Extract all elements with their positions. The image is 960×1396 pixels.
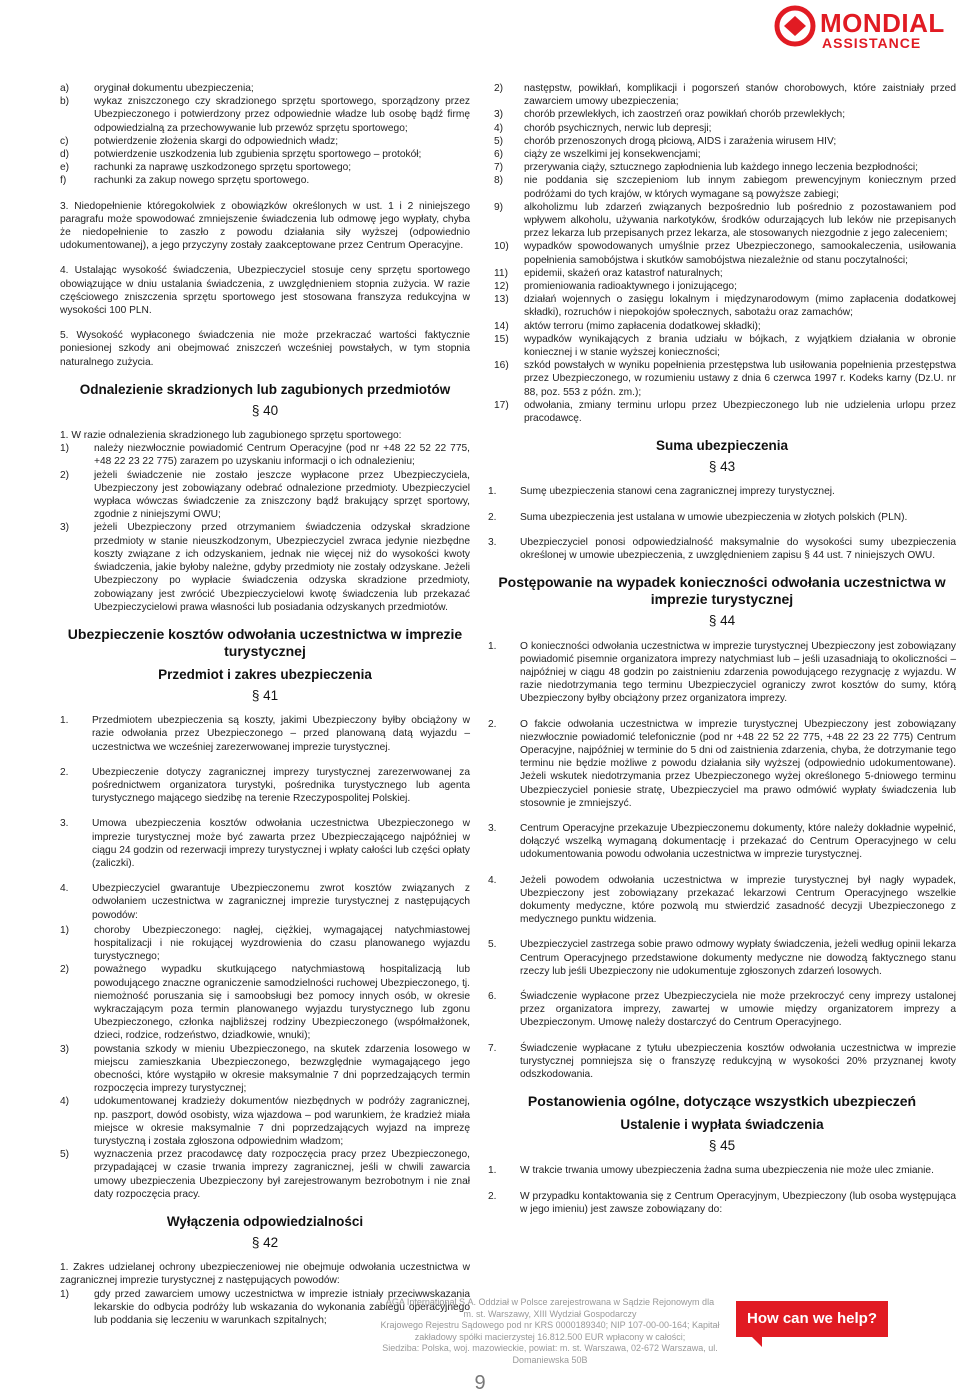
list-item-number: e) bbox=[60, 162, 70, 174]
list-item bbox=[488, 359, 956, 399]
list-item bbox=[488, 485, 956, 498]
list-item-number: a) bbox=[60, 83, 70, 94]
list-item-number: 6. bbox=[488, 990, 497, 1002]
list-44 bbox=[488, 640, 956, 1082]
list-item-text: Ubezpieczyciel gwarantuje Ubezpieczonemu zwrot kosztów związanych z odwołaniem uczestnictwa w zagranicznej imprezie turystycznej z następujących powodów: bbox=[92, 883, 470, 921]
list-item bbox=[60, 1148, 470, 1201]
list-item-text: wyznaczenia przez pracodawcę daty rozpoczęcia pracy przez Ubezpieczonego, przypadającej w czasie trwania imprezy zagranicznej, jeśli w chwili zawarcia umowy ubezpieczenia Ubezpieczony był zarejestrowanym bezrobotnym i nie znał daty rozpoczęcia pracy. bbox=[94, 1149, 470, 1200]
list-item-text: promieniowania radioaktywnego i jonizującego; bbox=[524, 281, 737, 293]
list-item bbox=[488, 280, 956, 293]
list-item-text: Jeżeli powodem odwołania uczestnictwa w imprezie turystycznej był nagły wypadek, Ubezpieczony jest zobowiązany przekazać lekarzowi Centrum Operacyjnego wszelkie dokumenty medyczne, które pozwolą mu stwierdzić zasadność decyzji Ubezpieczonego z medycznego punktu widzenia. bbox=[520, 874, 956, 926]
list-item-text: ciąży ze wszelkimi jej konsekwencjami; bbox=[524, 149, 701, 161]
list-item bbox=[60, 766, 470, 806]
list-item-number: c) bbox=[60, 135, 69, 147]
list-item-text: Ubezpieczyciel zastrzega sobie prawo odmowy wypłaty świadczenia, jeżeli według opinii lekarza Centrum Operacyjnego przedstawione dokumenty medyczne nie dowodzą faktycznego stanu rzeczy lub jeśli Ubezpieczony nie udokumentuje zgłoszonych zdarzeń losowych. bbox=[520, 939, 956, 977]
footer-line-2: Krajowego Rejestru Sądowego pod nr KRS 0000189340; NIP 107-00-00-164; Kapitał zakładowy spółki macierzystej 16.812.500 EUR wpłacony w całości; bbox=[380, 1320, 720, 1342]
list-item bbox=[488, 82, 956, 108]
list-item-text: Przedmiotem ubezpieczenia są koszty, jakimi Ubezpieczony byłby obciążony w razie odwołania przez Ubezpieczonego – przed planowaną datą wyjazdu – uczestnictwa we wcześniej zarezerwowanej imprezie turystycznej. bbox=[92, 715, 470, 753]
list-item-text: chorób psychicznych, nerwic lub depresji; bbox=[524, 122, 712, 134]
brand-sub: ASSISTANCE bbox=[822, 35, 922, 51]
list-item-text: jeżeli świadczenie nie zostało jeszcze wypłacone przez Ubezpieczyciela, Ubezpieczony jest zobowiązany odebrać odnalezione przedmioty. Ubezpieczyciel wypłaca wówczas świadczenie za zniszczony bądź brakujący sprzęt sportowy, zgodnie z niniejszymi OWU; bbox=[94, 469, 470, 521]
section-heading-postanowienia: Postanowienia ogólne, dotyczące wszystkich ubezpieczeń bbox=[527, 1093, 917, 1110]
list-item-text: Umowa ubezpieczenia kosztów odwołania uczestnictwa Ubezpieczonego w imprezie turystycznej może być zawarta przez Ubezpieczającego najpóźniej w ciągu 24 godzin od rezerwacji imprezy turystycznej i wpłaty całości lub części opłaty (zaliczki). bbox=[92, 818, 470, 869]
list-item-text: potwierdzenie uszkodzenia lub zgubienia sprzętu sportowego – protokół; bbox=[94, 149, 422, 161]
list-item bbox=[60, 1043, 470, 1096]
list-40 bbox=[60, 442, 470, 614]
paragraph-42-1: 1. Zakres udzielanej ochrony ubezpieczeniowej nie obejmuje odwołania uczestnictwa w zagranicznej imprezie turystycznej z następujących powodów: bbox=[60, 1262, 470, 1287]
list-item-number: 3) bbox=[60, 1043, 70, 1055]
list-43 bbox=[488, 485, 956, 562]
list-item-number: 1. bbox=[488, 486, 497, 498]
list-item-text: Centrum Operacyjne przekazuje Ubezpieczonemu dokumenty, które należy dokładnie wypełnić, dołączyć wszelką wymaganą dokumentację i przekazać do Centrum Operacyjnego w celu udokumentowania powodu odwołania uczestnictwa w imprezie turystycznej. bbox=[520, 822, 956, 861]
list-item bbox=[488, 511, 956, 524]
section-number-41: § 41 bbox=[251, 687, 279, 703]
list-item-text: przerywania ciąży, sztucznego zapłodnienia lub każdego innego leczenia bezpłodności; bbox=[524, 162, 918, 174]
help-badge: How can we help? bbox=[736, 1301, 888, 1337]
list-item bbox=[60, 442, 470, 468]
list-item-text: wykaz zniszczonego czy skradzionego sprzętu sportowego, sporządzony przez Ubezpieczonego i potwierdzony przez odpowiednie władze lub osobę bądź firmę odpowiedzialną za przechowywanie lub przewóz sprzętu sportowego; bbox=[94, 96, 470, 134]
list-item-text: jeżeli Ubezpieczony przed otrzymaniem świadczenia odzyskał skradzione przedmioty w stanie nieuszkodzonym, Ubezpieczyciel zwraca jedynie niezbędne koszty związane z ich odzyskaniem, jednak nie więcej niż do wysokości kwoty świadczenia, jakie byłoby należne, gdyby przedmioty nie zostały odzyskane. Jeżeli Ubezpieczony po wypłacie świadczenia odzyska skradzione przedmioty, zobowiązany jest zwrócić Ubezpieczycielowi kwotę świadczenia lub przekazać Ubezpieczycielowi prawa własności lub posiadania odzyskanych przedmiotów. bbox=[94, 522, 470, 613]
footer-line-3: Siedziba: Polska, woj. mazowieckie, powiat: m. st. Warszawa, 02-672 Warszawa, ul. Domaniewska 50B bbox=[382, 1343, 718, 1365]
list-item-text: szkód powstałych w wyniku popełnienia przestępstwa lub usiłowania popełnienia przestępstwa przez Ubezpieczonego, w rozumieniu ustawy z dnia 6 czerwca 1997 r. Kodeks karny (Dz.U. nr 88, poz. 553 z późn. zm.); bbox=[524, 360, 956, 398]
list-item-text: chorób przenoszonych drogą płciową, AIDS i zarażenia wirusem HIV; bbox=[524, 135, 837, 147]
list-item-text: Świadczenie wypłacane z tytułu ubezpieczenia kosztów odwołania uczestnictwa w imprezie turystycznej pomniejsza się o franszyzę redukcyjną w wysokości 20% przyznanej kwoty odszkodowania. bbox=[520, 1042, 956, 1080]
list-item bbox=[60, 714, 470, 754]
section-heading-40: Odnalezienie skradzionych lub zagubionych przedmiotów bbox=[79, 381, 451, 397]
list-41-4 bbox=[60, 924, 470, 1201]
list-item-text: udokumentowanej kradzieży dokumentów niezbędnych w podróży zagranicznej, np. paszport, dowód osobisty, wiza wjazdowa – pod warunkiem, że kradzież miała miejsce w okresie maksymalnie 7 dni poprzedzających wyjazd na imprezę turystyczną i została zgłoszona odpowiednim władzom; bbox=[94, 1096, 470, 1147]
footer-line-1: AGA International S.A. Oddział w Polsce zarejestrowana w Sądzie Rejonowym dla m. st. Warszawy, XIII Wydział Gospodarczy bbox=[385, 1297, 715, 1319]
list-item-text: alkoholizmu lub zdarzeń związanych bezpośrednio lub pośrednio z pozostawaniem pod wpływem alkoholu, używania narkotyków, środków odurzających lub leków nie przepisanych przez lekarza lub przepisanych przez lekarza, ale stosowanych niezgodnie z jego zaleceniem; bbox=[524, 201, 956, 240]
list-item-number: 2) bbox=[60, 469, 70, 481]
list-item bbox=[488, 536, 956, 562]
list-item bbox=[60, 924, 470, 964]
list-item bbox=[60, 469, 470, 522]
list-item-number: d) bbox=[60, 149, 70, 161]
list-item bbox=[488, 640, 956, 706]
list-item-number: 8) bbox=[494, 175, 504, 187]
list-item bbox=[488, 718, 956, 810]
list-item-number: 7. bbox=[488, 1042, 497, 1054]
list-item bbox=[60, 1095, 470, 1148]
list-item bbox=[488, 938, 956, 978]
list-item-number: 12) bbox=[494, 281, 509, 293]
list-item bbox=[488, 267, 956, 280]
list-item-number: 5) bbox=[494, 135, 504, 147]
footer-legal bbox=[380, 1297, 720, 1366]
list-item-number: 4. bbox=[488, 874, 497, 886]
list-item bbox=[488, 135, 956, 148]
list-item-number: 1) bbox=[60, 924, 70, 936]
list-item bbox=[60, 148, 470, 161]
list-item-number: 15) bbox=[494, 333, 509, 345]
paragraph-5: 5. Wysokość wypłaconego świadczenia nie może przekraczać wartości faktycznie poniesionej szkody ani obejmować zniszczeń wcześniej powstałych, w tym stopnia naturalnego zużycia. bbox=[60, 330, 470, 368]
list-item-number: 2) bbox=[60, 964, 70, 976]
list-item bbox=[488, 122, 956, 135]
list-item bbox=[488, 161, 956, 174]
section-number-42: § 42 bbox=[251, 1235, 279, 1251]
list-item-text: Świadczenie wypłacone przez Ubezpieczyciela nie może przekroczyć ceny imprezy ustalonej przez organizatora imprezy, zawartej w umowie między organizatorem imprezy a Ubezpieczonym. Umowę należy dostarczyć do Centrum Operacyjnego. bbox=[520, 990, 956, 1029]
left-column bbox=[60, 82, 470, 1327]
list-item bbox=[60, 161, 470, 174]
list-item-text: Suma ubezpieczenia jest ustalana w umowie ubezpieczenia w złotych polskich (PLN). bbox=[520, 511, 908, 523]
list-item-number: 3. bbox=[488, 822, 497, 834]
list-item-number: 3. bbox=[60, 818, 69, 830]
list-item bbox=[488, 1042, 956, 1082]
list-item-text: Ubezpieczenie dotyczy zagranicznej imprezy turystycznej zarezerwowanej za pośrednictwem organizatora turystyki, pośrednika turystycznego lub agenta turystycznego mającego siedzibę na terenie Rzeczypospolitej Polskiej. bbox=[92, 766, 470, 805]
list-item bbox=[488, 874, 956, 927]
page-number: 9 bbox=[474, 1372, 486, 1394]
list-item bbox=[488, 320, 956, 333]
right-column bbox=[488, 82, 956, 1228]
list-item-text: należy niezwłocznie powiadomić Centrum Operacyjne (pod nr +48 22 52 22 775, +48 22 23 22 775) zarazem po uzyskaniu informacji o ich odnalezieniu; bbox=[94, 443, 470, 468]
section-number-43: § 43 bbox=[708, 459, 736, 475]
list-item-text: gdy przed zawarciem umowy uczestnictwa w imprezie istniały przeciwwskazania lekarskie do odbycia podróży lub wskazania do wykonania zabiegu operacyjnego lub poddania się leczeniu w warunkach szpitalnych; bbox=[94, 1288, 470, 1327]
list-item-number: 2. bbox=[488, 718, 497, 730]
section-heading-suma: Suma ubezpieczenia bbox=[655, 438, 789, 454]
list-item bbox=[488, 822, 956, 862]
list-item-text: choroby Ubezpieczonego: nagłej, ciężkiej, wymagającej natychmiastowej hospitalizacji i nie rokującej wyzdrowienia do czasu planowanego wyjazdu turystycznego; bbox=[94, 924, 470, 963]
list-item-number: 5) bbox=[60, 1149, 70, 1161]
list-item bbox=[488, 174, 956, 200]
list-item-number: 5. bbox=[488, 939, 497, 951]
list-item-number: 13) bbox=[494, 294, 509, 306]
list-item-text: wypadków wynikających z brania udziału w bójkach, z wyjątkiem działania w obronie koniecznej i w stanie wyższej konieczności; bbox=[524, 333, 956, 359]
list-item-text: O fakcie odwołania uczestnictwa w imprezie turystycznej Ubezpieczony jest zobowiązany niezwłocznie powiadomić telefonicznie (pod nr +48 22 52 22 775, +48 22 23 22 775) Centrum Operacyjne, najpóźniej w terminie do 5 dni od zaistnienia zdarzenia, chyba, że dotrzymanie tego terminu nie będzie możliwe z powodu działania siły wyższej (odpowiednio udokumentowane). Jeżeli wskutek niedotrzymania przez Ubezpieczonego wyżej określonego 5-dniowego terminu Ubezpieczyciel poniesie stratę, Ubezpieczyciel ma prawo odmówić wypłaty świadczenia lub stosownie je zmniejszyć. bbox=[520, 718, 956, 809]
list-item-text: następstw, powikłań, komplikacji i pogorszeń stanów chorobowych, które zaistniały przed zawarciem umowy ubezpieczenia; bbox=[524, 83, 956, 108]
list-item-number: 11) bbox=[494, 267, 508, 279]
list-item-text: chorób przewlekłych, ich zaostrzeń oraz powikłań chorób przewlekłych; bbox=[524, 109, 846, 121]
section-heading-koszty: Ubezpieczenie kosztów odwołania uczestnictwa w imprezie turystycznej bbox=[67, 625, 463, 659]
list-item bbox=[60, 95, 470, 135]
list-item-text: oryginał dokumentu ubezpieczenia; bbox=[94, 83, 254, 94]
section-number-44: § 44 bbox=[708, 613, 736, 629]
list-item-text: epidemii, skażeń oraz katastrof naturalnych; bbox=[524, 267, 723, 279]
list-item bbox=[60, 174, 470, 187]
list-item-text: aktów terroru (mimo zapłacenia dodatkowej składki); bbox=[524, 320, 761, 332]
list-item bbox=[60, 817, 470, 870]
documents-list bbox=[60, 82, 470, 188]
section-heading-wylaczenia: Wyłączenia odpowiedzialności bbox=[166, 1214, 364, 1230]
list-item-number: 10) bbox=[494, 241, 509, 253]
list-item-number: 4) bbox=[494, 122, 504, 134]
list-item-number: 4) bbox=[60, 1096, 70, 1108]
list-item bbox=[60, 82, 470, 95]
paragraph-4: 4. Ustalając wysokość świadczenia, Ubezpieczyciel stosuje ceny sprzętu sportowego obowiązujące w dniu ustalania świadczenia, z uwzględnieniem stopnia zużycia. W razie częściowego zniszczenia sprzętu sportowego jest stosowana franszyza redukcyjna w wysokości 100 PLN. bbox=[60, 265, 470, 317]
list-45 bbox=[488, 1164, 956, 1216]
paragraph-40-1: 1. W razie odnalezienia skradzionego lub zagubionego sprzętu sportowego: bbox=[60, 430, 402, 442]
list-item-text: wypadków spowodowanych umyślnie przez Ubezpieczonego, samookaleczenia, usiłowania popełnienia samobójstwa i skutków samobójstwa niezależnie od stanu poczytalności; bbox=[524, 241, 956, 266]
list-item-text: W przypadku kontaktowania się z Centrum Operacyjnym, Ubezpieczony (lub osoba występująca w jego imieniu) jest zawsze zobowiązany do: bbox=[520, 1190, 956, 1215]
list-item-number: 14) bbox=[494, 320, 509, 332]
list-41 bbox=[60, 714, 470, 922]
section-number-45: § 45 bbox=[708, 1138, 736, 1154]
list-item bbox=[488, 240, 956, 266]
list-item-number: 17) bbox=[494, 399, 509, 411]
paragraph-3: 3. Niedopełnienie któregokolwiek z obowiązków określonych w ust. 1 i 2 niniejszego paragrafu może spowodować zmniejszenie świadczenia lub odmowę jego wypłaty, chyba że niedopełnienie to zaszło z powodu działania siły wyższej (odpowiednio udokumentowanej), a jego przyczyny zostały zaakceptowane przez Centrum Operacyjne. bbox=[60, 200, 470, 252]
section-heading-postepowanie: Postępowanie na wypadek konieczności odwołania uczestnictwa w imprezie turystycznej bbox=[498, 574, 946, 608]
list-item bbox=[488, 201, 956, 241]
list-item bbox=[60, 963, 470, 1042]
exclusions-list bbox=[488, 82, 956, 425]
list-item bbox=[488, 1190, 956, 1216]
list-item bbox=[488, 293, 956, 319]
list-item-text: O konieczności odwołania uczestnictwa w imprezie turystycznej Ubezpieczony jest zobowiązany powiadomić pisemnie organizatora imprezy natychmiast lub – jeśli uzasadniają to okoliczności – najpóźniej w ciągu 48 godzin po zaistnieniu zdarzenia powodującego rezygnację z wyjazdu. W razie niedotrzymania tego terminu Ubezpieczyciel ograniczy zwrot kosztów do sumy, którą Ubezpieczony byłby obciążony przez organizatora imprezy. bbox=[520, 640, 956, 705]
list-item-text: powstania szkody w mieniu Ubezpieczonego, na skutek zdarzenia losowego w miejscu zamieszkania Ubezpieczonego, bezwzględnie wymagającego jego obecności, które wystąpiło w okresie maksymalnie 7 dni poprzedzających termin rozpoczęcia imprezy turystycznej; bbox=[94, 1043, 470, 1095]
list-item bbox=[488, 333, 956, 359]
list-item bbox=[488, 148, 956, 161]
section-heading-przedmiot: Przedmiot i zakres ubezpieczenia bbox=[158, 666, 372, 682]
list-item-text: W trakcie trwania umowy ubezpieczenia żadna suma ubezpieczenia nie może ulec zmianie. bbox=[520, 1165, 934, 1177]
brand-name: MONDIAL bbox=[820, 8, 945, 38]
list-item-number: 3. bbox=[488, 536, 497, 548]
list-item-number: 1) bbox=[60, 443, 70, 455]
list-item-number: b) bbox=[60, 96, 70, 108]
list-item-text: poważnego wypadku skutkującego natychmiastową hospitalizacją lub powodującego znaczne ograniczenie samodzielności ruchowej Ubezpieczonego, tj. niemożność poruszania się i samoobsługi bez pomocy innych osób, w okresie wykraczającym poza termin planowanego wyjazdu turystycznego lub zgonu Ubezpieczonego, członka najbliższej rodziny Ubezpieczonego (współmałżonek, dzieci, rodzice, rodzeństwo, dziadkowie, wnuki); bbox=[94, 964, 470, 1042]
list-item-text: działań wojennych o zasięgu lokalnym i międzynarodowym (mimo zapłacenia dodatkowej składki), rozruchów i niepokojów społecznych, sabotażu oraz zamachów; bbox=[524, 294, 956, 319]
list-item-number: f) bbox=[60, 175, 67, 187]
list-item-text: potwierdzenie złożenia skargi do odpowiednich władz; bbox=[94, 135, 339, 147]
list-item bbox=[60, 135, 470, 148]
list-item bbox=[488, 1164, 956, 1177]
list-item-text: Sumę ubezpieczenia stanowi cena zagranicznej imprezy turystycznej. bbox=[520, 486, 835, 498]
list-item-number: 3) bbox=[494, 109, 504, 121]
list-item-number: 3) bbox=[60, 522, 70, 534]
list-item-number: 2) bbox=[494, 83, 504, 94]
list-item bbox=[488, 399, 956, 425]
list-item-text: nie poddania się szczepieniom lub innym zabiegom prewencyjnym koniecznym przed podróżami do tych krajów, w których wymagane są powyższe zabiegi; bbox=[524, 175, 956, 200]
list-item bbox=[488, 990, 956, 1030]
section-heading-ustalenie: Ustalenie i wypłata świadczenia bbox=[620, 1117, 824, 1133]
list-item-number: 16) bbox=[494, 360, 509, 372]
list-item bbox=[60, 882, 470, 922]
list-item-number: 1. bbox=[488, 640, 497, 652]
list-item-number: 1. bbox=[488, 1165, 497, 1177]
list-item-number: 4. bbox=[60, 883, 69, 895]
list-item-number: 1) bbox=[60, 1288, 70, 1300]
list-item-number: 2. bbox=[488, 1190, 497, 1202]
list-item bbox=[488, 108, 956, 121]
list-item-number: 2. bbox=[488, 511, 497, 523]
list-item bbox=[60, 521, 470, 613]
list-item-number: 9) bbox=[494, 201, 504, 213]
list-item-text: rachunki za naprawę uszkodzonego sprzętu sportowego; bbox=[94, 162, 352, 174]
list-item-number: 6) bbox=[494, 149, 504, 161]
section-number-40: § 40 bbox=[251, 402, 279, 418]
list-item-number: 7) bbox=[494, 162, 504, 174]
list-item-number: 1. bbox=[60, 715, 69, 727]
list-item-text: rachunki za zakup nowego sprzętu sportowego. bbox=[94, 175, 310, 187]
list-item-number: 2. bbox=[60, 766, 69, 778]
list-item-text: odwołania, zmiany terminu urlopu przez Ubezpieczonego lub nie udzielenia urlopu przez pracodawcę. bbox=[524, 399, 956, 425]
list-item-text: Ubezpieczyciel ponosi odpowiedzialność maksymalnie do wysokości sumy ubezpieczenia określonej w umowie ubezpieczenia, z uwzględnieniem zapisu § 44 ust. 7 niniejszych OWU. bbox=[520, 536, 956, 562]
